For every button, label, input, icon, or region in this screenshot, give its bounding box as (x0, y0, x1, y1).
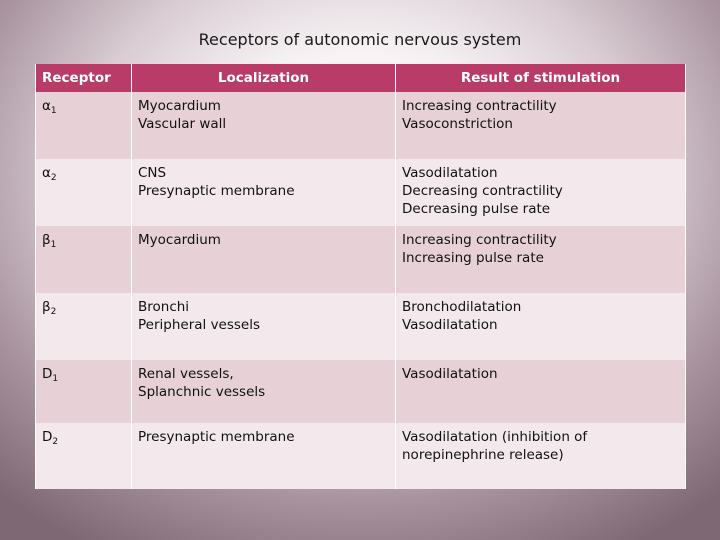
localization-line: Myocardium (138, 232, 221, 248)
localization-line: Splanchnic vessels (138, 384, 266, 400)
result-cell (396, 92, 686, 159)
receptor-cell (36, 360, 132, 423)
result-line: Vasodilatation (402, 165, 498, 181)
result-line: Bronchodilatation (402, 299, 522, 315)
localization-line: Presynaptic membrane (138, 429, 295, 445)
receptor-cell (36, 226, 132, 293)
result-line: Vasodilatation (inhibition of (402, 429, 588, 445)
receptor-subscript: 2 (50, 173, 57, 183)
localization-line: Myocardium (138, 98, 221, 114)
table-row (36, 360, 686, 423)
receptor-subscript: 1 (52, 374, 59, 384)
receptor-symbol: α (42, 165, 51, 181)
result-cell (396, 360, 686, 423)
receptor-symbol: D (42, 366, 53, 382)
result-cell (396, 226, 686, 293)
localization-line: CNS (138, 165, 167, 181)
result-line: Decreasing pulse rate (402, 201, 551, 217)
result-line: Vasodilatation (402, 317, 498, 333)
table-row (36, 92, 686, 159)
result-line: Vasoconstriction (402, 116, 513, 132)
result-cell (396, 293, 686, 360)
table-row (36, 226, 686, 293)
result-line: Increasing contractility (402, 232, 557, 248)
column-header-result: Result of stimulation (396, 64, 686, 92)
table-row (36, 159, 686, 226)
receptor-subscript: 2 (52, 437, 59, 447)
receptor-subscript: 2 (50, 307, 57, 317)
column-header-localization: Localization (132, 64, 396, 92)
localization-cell (132, 159, 396, 226)
column-header-receptor: Receptor (36, 64, 132, 92)
receptor-symbol: β (42, 232, 51, 248)
table-row (36, 293, 686, 360)
result-line: Vasodilatation (402, 366, 498, 382)
receptor-subscript: 1 (50, 240, 57, 250)
localization-cell (132, 360, 396, 423)
localization-line: Peripheral vessels (138, 317, 261, 333)
localization-cell (132, 423, 396, 489)
receptor-cell (36, 423, 132, 489)
receptor-cell (36, 159, 132, 226)
receptor-symbol: D (42, 429, 53, 445)
result-line: Decreasing contractility (402, 183, 563, 199)
receptor-symbol: α (42, 98, 51, 114)
result-line: Increasing contractility (402, 98, 557, 114)
table-header-row (36, 64, 686, 92)
receptor-table (35, 64, 686, 489)
slide-title: Receptors of autonomic nervous system (198, 30, 522, 49)
receptor-symbol: β (42, 299, 51, 315)
result-line: Increasing pulse rate (402, 250, 544, 266)
localization-cell (132, 92, 396, 159)
receptor-cell (36, 92, 132, 159)
result-cell (396, 423, 686, 489)
localization-line: Renal vessels, (138, 366, 234, 382)
localization-line: Bronchi (138, 299, 190, 315)
receptor-cell (36, 293, 132, 360)
localization-line: Presynaptic membrane (138, 183, 295, 199)
result-cell (396, 159, 686, 226)
receptor-subscript: 1 (50, 106, 57, 116)
result-line: norepinephrine release) (402, 447, 564, 463)
table-row (36, 423, 686, 489)
localization-cell (132, 293, 396, 360)
localization-line: Vascular wall (138, 116, 227, 132)
localization-cell (132, 226, 396, 293)
